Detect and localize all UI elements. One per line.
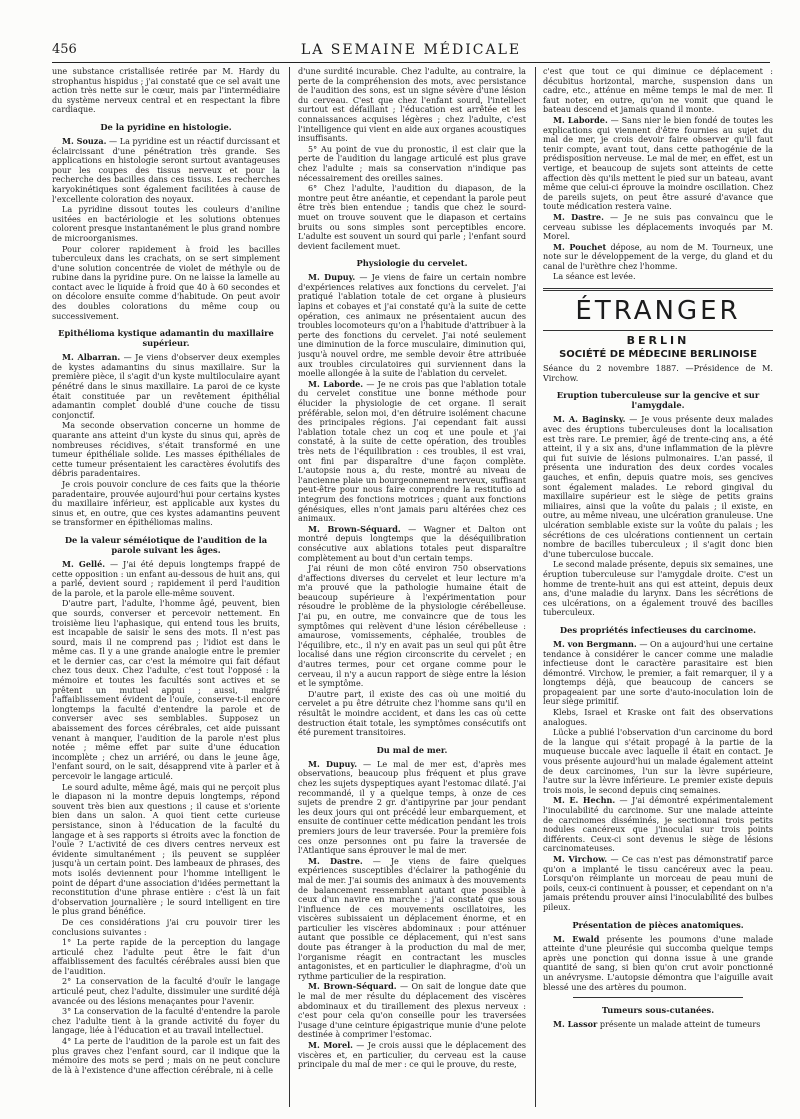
column-right <box>543 67 773 1107</box>
column-divider <box>535 67 536 1107</box>
paragraph <box>298 760 526 856</box>
session-line: Séance du 2 novembre 1887. —Présidence de M. Virchow. <box>543 363 773 383</box>
paragraph <box>52 353 280 420</box>
paragraph-text: — J'ai démontré expérimentalement l'inoculabilité du carcinome. Sur une malade atteinte de carcinomes disséminés, je sectionnai trois petits nodules cancéreux que j'inoculai sur trois points différents. Ceux-ci sont devenus le siège de lésions carcinomateuses. <box>543 795 773 854</box>
paragraph: D'autre part, il existe des cas où une moitié du cervelet a pu être détruite chez l'homme sans qu'il en résultât le moindre accident, et dans les cas où cette destruction était totale, les symptômes consécutifs ont été purement transitoires. <box>298 688 526 738</box>
header-rule <box>52 62 770 63</box>
section-heading: De la valeur séméiotique de l'audition de la parole suivant les âges. <box>64 534 268 555</box>
speaker-name: M. Brown-Séquard. <box>308 981 397 992</box>
section-title-etranger: ÉTRANGER <box>575 296 741 327</box>
paragraph <box>543 855 773 913</box>
paragraph-text: — Je vous présente deux malades avec des éruptions tuberculeuses dont la localisation est très rare. Le premier, âgé de trente-cinq ans, a été atteint, il y a six ans, d'une inflammation de la plèvre qui fut suivie de lésions pulmonaires. L'an passé, il présenta une induration des deux cordes vocales gauches, et enfin, depuis quatre mois, ses gencives sont également malades. Le rebord gingival du maxillaire supérieur est le siège de petits grains miliaires, ainsi que la voûte du palais ; il existe, en outre, au même niveau, une ulcération granuleuse. Une ulcération semblable existe sur la voûte du palais ; les sécrétions de ces ulcérations contiennent un certain nombre de bacilles tuberculeux ; il s'agit donc bien d'une tuberculose buccale. <box>543 414 773 559</box>
paragraph: De ces considérations j'ai cru pouvoir tirer les conclusions suivantes : <box>52 916 280 937</box>
paragraph-text: présente un malade atteint de tumeurs <box>597 1019 761 1030</box>
speaker-name: M. Souza. <box>62 135 107 146</box>
paragraph-text: — Je crois aussi que le déplacement des viscères et, en particulier, du cerveau est la cause principale du mal de mer : ce qui le prouve, du reste, <box>298 1040 526 1070</box>
paragraph <box>543 243 773 272</box>
paragraph: Klebs, Israel et Kraske ont fait des observations analogues. <box>543 707 773 727</box>
paragraph: 6° Chez l'adulte, l'audition du diapason, de la montre peut être anéantie, et cependant la parole peut être très bien entendue ; tandis que chez le sourd-muet on trouve souvent que le diapason et certains bruits ou sons simples sont perceptibles encore. L'adulte est souvent un sourd qui parle ; l'enfant sourd devient facilement muet. <box>298 183 526 251</box>
paragraph <box>543 640 773 707</box>
section-heading: Physiologie du cervelet. <box>356 258 468 269</box>
paragraph: J'ai réuni de mon côté environ 750 observations d'affections diverses du cervelet et leur lecture m'a m'a prouvé que la pathologie humaine était de beaucoup supérieure à l'expérimentation pour résoudre le problème de la physiologie cérébelleuse. J'ai pu, en outre, me convaincre que de tous les symptômes qui relèvent d'une lésion cérébelleuse : amaurose, vomissements, céphalée, troubles de l'équilibre, etc., il n'y en avait pas un seul qui pût être localisé dans une région circonscrite du cervelet ; en d'autres termes, pour cet organe comme pour le cerveau, il n'y a aucun rapport de siège entre la lésion et le symptôme. <box>298 563 526 689</box>
paragraph <box>298 525 526 563</box>
speaker-name: M. Laborde. <box>308 378 364 389</box>
paragraph: Ma seconde observation concerne un homme de quarante ans atteint d'un kyste du sinus qui, après de nombreuses récidives, s'était transformé en une tumeur épithéliale solide. Les masses épithéliales de cette tumeur présentaient les caractères évolutifs des débris paradentaires. <box>52 420 280 479</box>
society-heading: SOCIÉTÉ DE MÉDECINE BERLINOISE <box>559 348 757 360</box>
speaker-name: M. Dastre. <box>308 855 363 866</box>
paragraph: une substance cristallisée retirée par M. Hardy du strophantus hispidus ; j'ai constaté que ce sel avait une action très nette sur le cœur, mais par l'intermédiaire du système nerveux central et en respectant la fibre cardiaque. <box>52 67 280 115</box>
speaker-name: M. Laborde. <box>553 114 608 125</box>
paragraph <box>298 1041 526 1070</box>
column-left <box>52 67 280 1107</box>
paragraph <box>298 857 526 982</box>
paragraph-text: — Je viens de faire un certain nombre d'expériences relatives aux fonctions du cervelet. J'ai pratiqué l'ablation totale de cet organe à plusieurs lapins et cobayes et j'ai constaté qu'à la suite de cette opération, ces animaux ne présentaient aucun des troubles locomoteurs qu'on a l'habitude d'attribuer à la perte des fonctions du cervelet. J'ai noté seulement une diminution de la force musculaire, diminution qui, jusqu'à nouvel ordre, me semble devoir être attribuée aux troubles circulatoires qui surviennent dans la moelle allongée à la suite de l'ablation du cervelet. <box>298 272 526 379</box>
paragraph: Lücke a publié l'observation d'un carcinome du bord de la langue qui s'était propagé à la partie de la muqueuse buccale avec laquelle il était en contact. Je vous présente aujourd'hui un malade également atteint de deux carcinomes, l'un sur la lèvre supérieure, l'autre sur la lèvre inférieure. Le premier existe depuis trois mois, le second depuis cinq semaines. <box>543 727 773 795</box>
paragraph <box>298 273 526 379</box>
section-heading: Du mal de mer. <box>376 744 448 755</box>
paragraph: 3° La conservation de la faculté d'entendre la parole chez l'adulte tient à la grande activité du foyer du langage, liée à l'éducation et au travail intellectuel. <box>52 1006 280 1036</box>
paragraph <box>52 137 280 204</box>
city-heading: BERLIN <box>626 334 690 348</box>
divider <box>573 997 743 998</box>
column-divider <box>289 67 290 1107</box>
section-heading: Eruption tuberculeuse sur la gencive et sur l'amygdale. <box>556 390 760 411</box>
section-heading: Présentation de pièces anatomiques. <box>572 919 744 930</box>
paragraph-text: — Je ne crois pas que l'ablation totale du cervelet constitue une bonne méthode pour élucider la physiologie de cet organe. Il serait préférable, selon moi, d'en détruire isolément chacune des principales régions. J'ai cependant fait aussi l'ablation totale chez un coq et une poule et j'ai constaté, à la suite de cette opération, des troubles très nets de l'équilibration : ces troubles, il est vrai, ont fini par disparaître d'une façon complète. L'autopsie nous a, du reste, montré au niveau de l'ancienne plaie un bourgeonnement nerveux, suffisant peut-être pour nous faire comprendre la restitutio ad integrum des fonctions motrices ; quant aux fonctions génésiques, elles n'ont jamais paru altérées chez ces animaux. <box>298 378 526 524</box>
paragraph-text: — Sans nier le bien fondé de toutes les explications qui viennent d'être fournies au sujet du mal de mer, je crois devoir faire observer qu'il faut tenir compte, avant tout, dans cette pathogénie de la prédisposition nerveuse. Le mal de mer, en effet, est un vertige, et beaucoup de sujets sont atteints de cette affection dès qu'ils mettent le pied sur un bateau, avant même que celui-ci éprouve la moindre oscillation. Chez de pareils sujets, on peut être assuré d'avance que toute médication restera vaine. <box>543 114 773 212</box>
paragraph: 4° La perte de l'audition de la parole est un fait des plus graves chez l'enfant sourd, car il indique que la mémoire des mots se perd ; mais on ne peut conclure de là à l'existence d'une affection cérébrale, ni à celle <box>52 1036 280 1075</box>
section-heading: Des propriétés infectieuses du carcinome. <box>559 624 757 635</box>
paragraph <box>543 1020 773 1030</box>
paragraph-text: — Je ne suis pas convaincu que le cerveau subisse les déplacements invoqués par M. Morel. <box>543 211 773 242</box>
speaker-name: M. Lassor <box>553 1019 598 1030</box>
speaker-name: M. Dastre. <box>553 211 604 222</box>
speaker-name: M. von Bergmann. <box>553 638 637 649</box>
speaker-name: M. Pouchet <box>553 241 607 252</box>
paragraph <box>543 935 773 993</box>
page-header <box>52 42 770 64</box>
paragraph: La pyridine dissout toutes les couleurs d'aniline usitées en bactériologie et les solutions obtenues colorent presque instantanément le plus grand nombre de microorganismes. <box>52 204 280 243</box>
journal-title: LA SEMAINE MÉDICALE <box>300 42 522 58</box>
paragraph <box>52 560 280 598</box>
page-number: 456 <box>52 42 77 57</box>
paragraph <box>543 116 773 212</box>
section-heading: De la pyridine en histologie. <box>100 121 232 132</box>
paragraph-text: — J'ai été depuis longtemps frappé de cette opposition : un enfant au-dessous de huit ans, qui a parlé, devient sourd ; rapidement il perd l'audition de la parole, et la parole elle-même souvent. <box>52 558 280 598</box>
paragraph-text: — On a aujourd'hui une certaine tendance à considérer le cancer comme une maladie infectieuse dont le caractère parasitaire est bien démontré. Virchow, le premier, a fait remarquer, il y a longtemps déjà, que beaucoup de cancers se propageaient par une sorte d'auto-inoculation loin de leur siège primitif. <box>543 638 773 707</box>
paragraph-text: — Je viens d'observer deux exemples de kystes adamantins du sinus maxillaire. Sur la première pièce, il s'agit d'un kyste multiloculaire ayant pénétré dans le sinus maxillaire. La paroi de ce kyste était constituée par un revêtement épithélial adamantin complet doublé d'une couche de tissu conjonctif. <box>52 352 280 420</box>
paragraph: Pour colorer rapidement à froid les bacilles tuberculeux dans les crachats, on se sert simplement d'une solution concentrée de violet de méthyle ou de rubine dans la pyridine pure. On ne laisse la lamelle au contact avec le liquide à froid que 40 à 60 secondes et on décolore ensuite comme d'habitude. On peut avoir des doubles colorations du même coup ou successivement. <box>52 243 280 321</box>
paragraph: 5° Au point de vue du pronostic, il est clair que la perte de l'audition du langage articulé est plus grave chez l'adulte ; mais sa conservation n'indique pas nécessairement des oreilles saines. <box>298 143 526 183</box>
section-rule <box>543 288 773 291</box>
paragraph: La séance est levée. <box>553 271 636 282</box>
speaker-name: M. Morel. <box>308 1040 353 1050</box>
paragraph: Je crois pouvoir conclure de ces faits que la théorie paradentaire, prouvée aujourd'hui pour certains kystes du maxillaire inférieur, est applicable aux kystes du sinus et, en outre, que ces kystes adamantins peuvent se transformer en épithéliomas malins. <box>52 478 280 528</box>
speaker-name: M. Dupuy. <box>308 758 358 769</box>
paragraph: d'une surdité incurable. Chez l'adulte, au contraire, la perte de la compréhension des mots, avec persistance de l'audition des sons, est un signe sévère d'une lésion du cerveau. C'est que chez l'enfant sourd, l'intellect surtout est défaillant ; l'éducation est arrêtée et les connaissances acquises légères ; chez l'adulte, c'est l'intelligence qui vient en aide aux organes acoustiques insuffisants. <box>298 67 526 144</box>
speaker-name: M. A. Baginsky. <box>553 414 626 425</box>
speaker-name: M. Gellé. <box>62 558 106 569</box>
paragraph: 2° La conservation de la faculté d'ouïr le langage articulé peut, chez l'adulte, dissimuler une surdité déjà avancée ou des lésions menaçantes pour l'avenir. <box>52 976 280 1006</box>
column-middle <box>298 67 526 1107</box>
paragraph-text: — La pyridine est un réactif durcissant et éclaircissant d'une pénétration très grande. Ses applications en histologie seront surtout avantageuses pour les coupes des tissus nerveux et pour la recherche des bacilles dans ces tissus. Les recherches karyokinétiques sont également facilitées à cause de l'excellente coloration des noyaux. <box>52 135 280 204</box>
paragraph <box>543 796 773 854</box>
paragraph: c'est que tout ce qui diminue ce déplacement : décubitus horizontal, marche, suspension dans un cadre, etc., atténue en même temps le mal de mer. Il faut noter, en outre, qu'on ne vomit que quand le bateau descend et jamais quand il monte. <box>543 67 773 115</box>
paragraph-text: — Wagner et Dalton ont montré depuis longtemps que la déséquilibration consécutive aux ablations totales peut disparaître complètement au bout d'un certain temps. <box>298 523 526 563</box>
paragraph <box>543 213 773 242</box>
paragraph <box>298 982 526 1040</box>
paragraph: 1° La perte rapide de la perception du langage articulé chez l'adulte peut être le fait d'un affaiblissement des facultés cérébrales aussi bien que de l'audition. <box>52 937 280 976</box>
paragraph-text: — Le mal de mer est, d'après mes observations, beaucoup plus fréquent et plus grave chez les sujets dyspeptiques ayant l'estomac dilaté. J'ai recommandé, il y a quelque temps, à onze de ces sujets de prendre 2 gr. d'antipyrine par jour pendant les deux jours qui ont précédé leur embarquement, et ensuite de continuer cette médication pendant les trois premiers jours de leur traversée. Pour la première fois ces onze personnes ont pu faire la traversée de l'Atlantique sans éprouver le mal de mer. <box>298 758 526 856</box>
speaker-name: M. Brown-Séquard. <box>308 523 401 534</box>
section-heading: Epithélioma kystique adamantin du maxillaire supérieur. <box>58 328 274 349</box>
paragraph <box>298 380 526 524</box>
paragraph-text: — On sait de longue date que le mal de mer résulte du déplacement des viscères abdominaux et du tiraillement des plexus nerveux : c'est pour cela qu'on conseille pour les traversées l'usage d'une ceinture épigastrique munie d'une pelote destinée à comprimer l'estomac. <box>298 981 526 1040</box>
paragraph-text: — Ce cas n'est pas démonstratif parce qu'on a implanté le tissu cancéreux avec la peau. Lorsqu'on réimplante un morceau de peau muni de poils, ceux-ci continuent à pousser, et cependant on n'a jamais prétendu prouver ainsi l'inoculabilité des bulbes pileux. <box>543 853 773 912</box>
paragraph-text: dépose, au nom de M. Tourneux, une note sur le développement de la verge, du gland et du canal de l'urèthre chez l'homme. <box>543 241 773 271</box>
divider <box>543 330 773 331</box>
speaker-name: M. Albarran. <box>62 352 121 363</box>
paragraph <box>543 415 773 559</box>
paragraph-text: présente les poumons d'une malade atteinte d'une pleurésie qui succomba quelque temps après une ponction qui donna issue à une grande quantité de sang, si bien qu'on crut avoir ponctionné un anévrysme. L'autopsie démontra que l'aiguille avait blessé une des artères du poumon. <box>543 933 773 992</box>
speaker-name: M. Ewald <box>553 933 600 944</box>
speaker-name: M. Virchow. <box>553 853 608 864</box>
paragraph-text: — Je viens de faire quelques expériences susceptibles d'éclairer la pathogénie du mal de mer. J'ai soumis des animaux à des mouvements de balancement ressemblant autant que possible à ceux d'un navire en marche : j'ai constaté que sous l'influence de ces mouvements oscillatoires, les viscères subissaient un déplacement énorme, et en particulier les viscères abdominaux : pour atténuer autant que possible ce déplacement, qui n'est sans doute pas étranger à la production du mal de mer, l'organisme réagit en contractant les muscles antagonistes, et en particulier le diaphragme, d'où un rythme particulier de la respiration. <box>298 855 526 981</box>
speaker-name: M. E. Hechn. <box>553 795 616 806</box>
paragraph: Le second malade présente, depuis six semaines, une éruption tuberculeuse sur l'amygdale droite. C'est un homme de trente-huit ans qui est atteint, depuis deux ans, d'une maladie du larynx. Dans les sécrétions de ces ulcérations, on a également trouvé des bacilles tuberculeux. <box>543 559 773 618</box>
paragraph: D'autre part, l'adulte, l'homme âgé, peuvent, bien que sourds, converser et percevoir nettement. En troisième lieu l'aphasique, qui entend tous les bruits, est incapable de saisir le sens des mots. Il n'est pas sourd, mais il ne comprend pas ; l'idiot est dans le même cas. Il y a une grande analogie entre le premier et le dernier cas, car c'est la mémoire qui fait défaut chez tous deux. Chez l'adulte, c'est tout l'opposé : la mémoire et toutes les facultés sont actives et se prêtent un mutuel appui ; aussi, malgré l'affaiblissement évident de l'ouïe, conserve-t-il encore longtemps la faculté d'entendre la parole et de converser avec ses semblables. Supposez un abaissement des forces cérébrales, cet aide puissant venant à manquer, l'audition de la parole n'est plus notée ; même effet par suite d'une éducation incomplète ; chez un arriéré, ou dans le jeune âge, l'enfant sourd, on le sait, désapprend vite à parler et à percevoir le langage articulé. <box>52 598 280 781</box>
speaker-name: M. Dupuy. <box>308 272 356 283</box>
section-heading: Tumeurs sous-cutanées. <box>601 1005 715 1016</box>
paragraph: Le sourd adulte, même âgé, mais qui ne perçoit plus le diapason ni la montre depuis longtemps, répond souvent très bien aux questions ; il cause et s'oriente bien dans un salon. A quoi tient cette curieuse persistance, sinon à l'éducation de la faculté du langage et à ses rapports si étroits avec la fonction de l'ouïe ? L'activité de ces divers centres nerveux est évidente simultanément ; ils peuvent se suppléer jusqu'à un certain point. Des lambeaux de phrases, des mots isolés deviennent pour l'homme intelligent le point de départ d'une association d'idées permettant la reconstitution d'une phrase entière : c'est là un fait d'observation journalière ; le sourd intelligent en tire le plus grand bénéfice. <box>52 781 280 917</box>
